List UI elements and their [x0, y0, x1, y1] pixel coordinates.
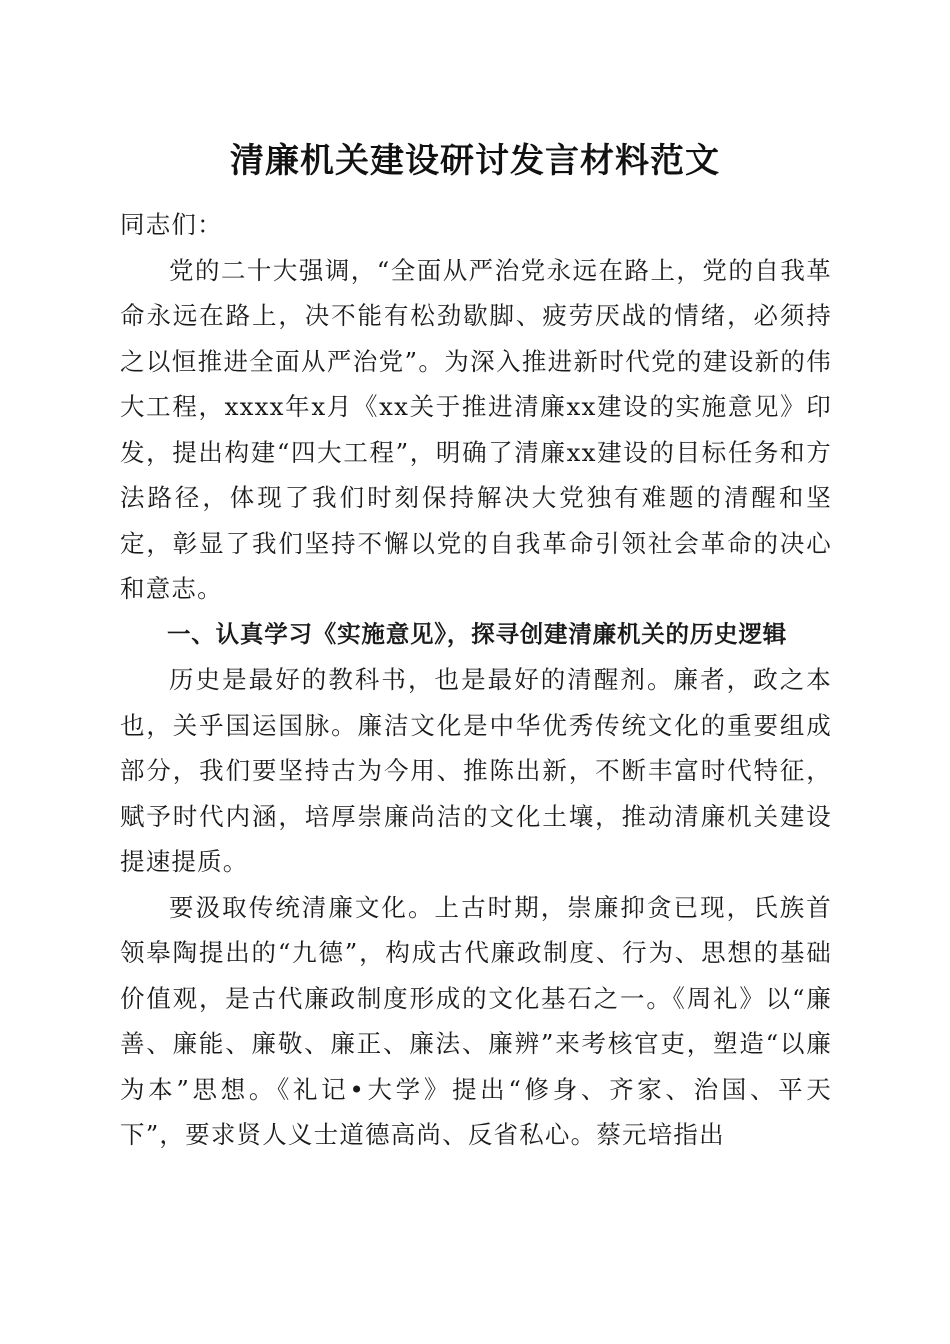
document-body — [120, 202, 832, 1158]
section1-paragraph-1: 历史是最好的教科书，也是最好的清醒剂。廉者，政之本也，关乎国运国脉。廉洁文化是中华优秀传统文化的重要组成部分，我们要坚持古为今用、推陈出新，不断丰富时代特征，赋予时代内涵，培厚崇廉尚洁的文化土壤，推动清廉机关建设提速提质。 — [120, 665, 832, 876]
section-heading-1: 一、认真学习《实施意见》，探寻创建清廉机关的历史逻辑 — [167, 619, 788, 648]
intro-paragraph: 党的二十大强调，“全面从严治党永远在路上，党的自我革命永远在路上，决不能有松劲歇脚、疲劳厌战的情绪，必须持之以恒推进全面从严治党”。为深入推进新时代党的建设新的伟大工程，xxxx年x月《xx关于推进清廉xx建设的实施意见》印发，提出构建“四大工程”，明确了清廉xx建设的目标任务和方法路径，体现了我们时刻保持解决大党独有难题的清醒和坚定，彰显了我们坚持不懈以党的自我革命引领社会革命的决心和意志。 — [120, 255, 832, 603]
salutation: 同志们： — [120, 210, 223, 239]
document-title: 清廉机关建设研讨发言材料范文 — [230, 141, 720, 181]
section1-paragraph-2: 要汲取传统清廉文化。上古时期，崇廉抑贪已现，氏族首领皋陶提出的“九德”，构成古代廉政制度、行为、思想的基础价值观，是古代廉政制度形成的文化基石之一。《周礼》以“廉善、廉能、廉敬、廉正、廉法、廉辨”来考核官吏，塑造“以廉为本”思想。《礼记•大学》提出“修身、齐家、治国、平天下”，要求贤人义士道德高尚、反省私心。蔡元培指出 — [120, 892, 832, 1149]
